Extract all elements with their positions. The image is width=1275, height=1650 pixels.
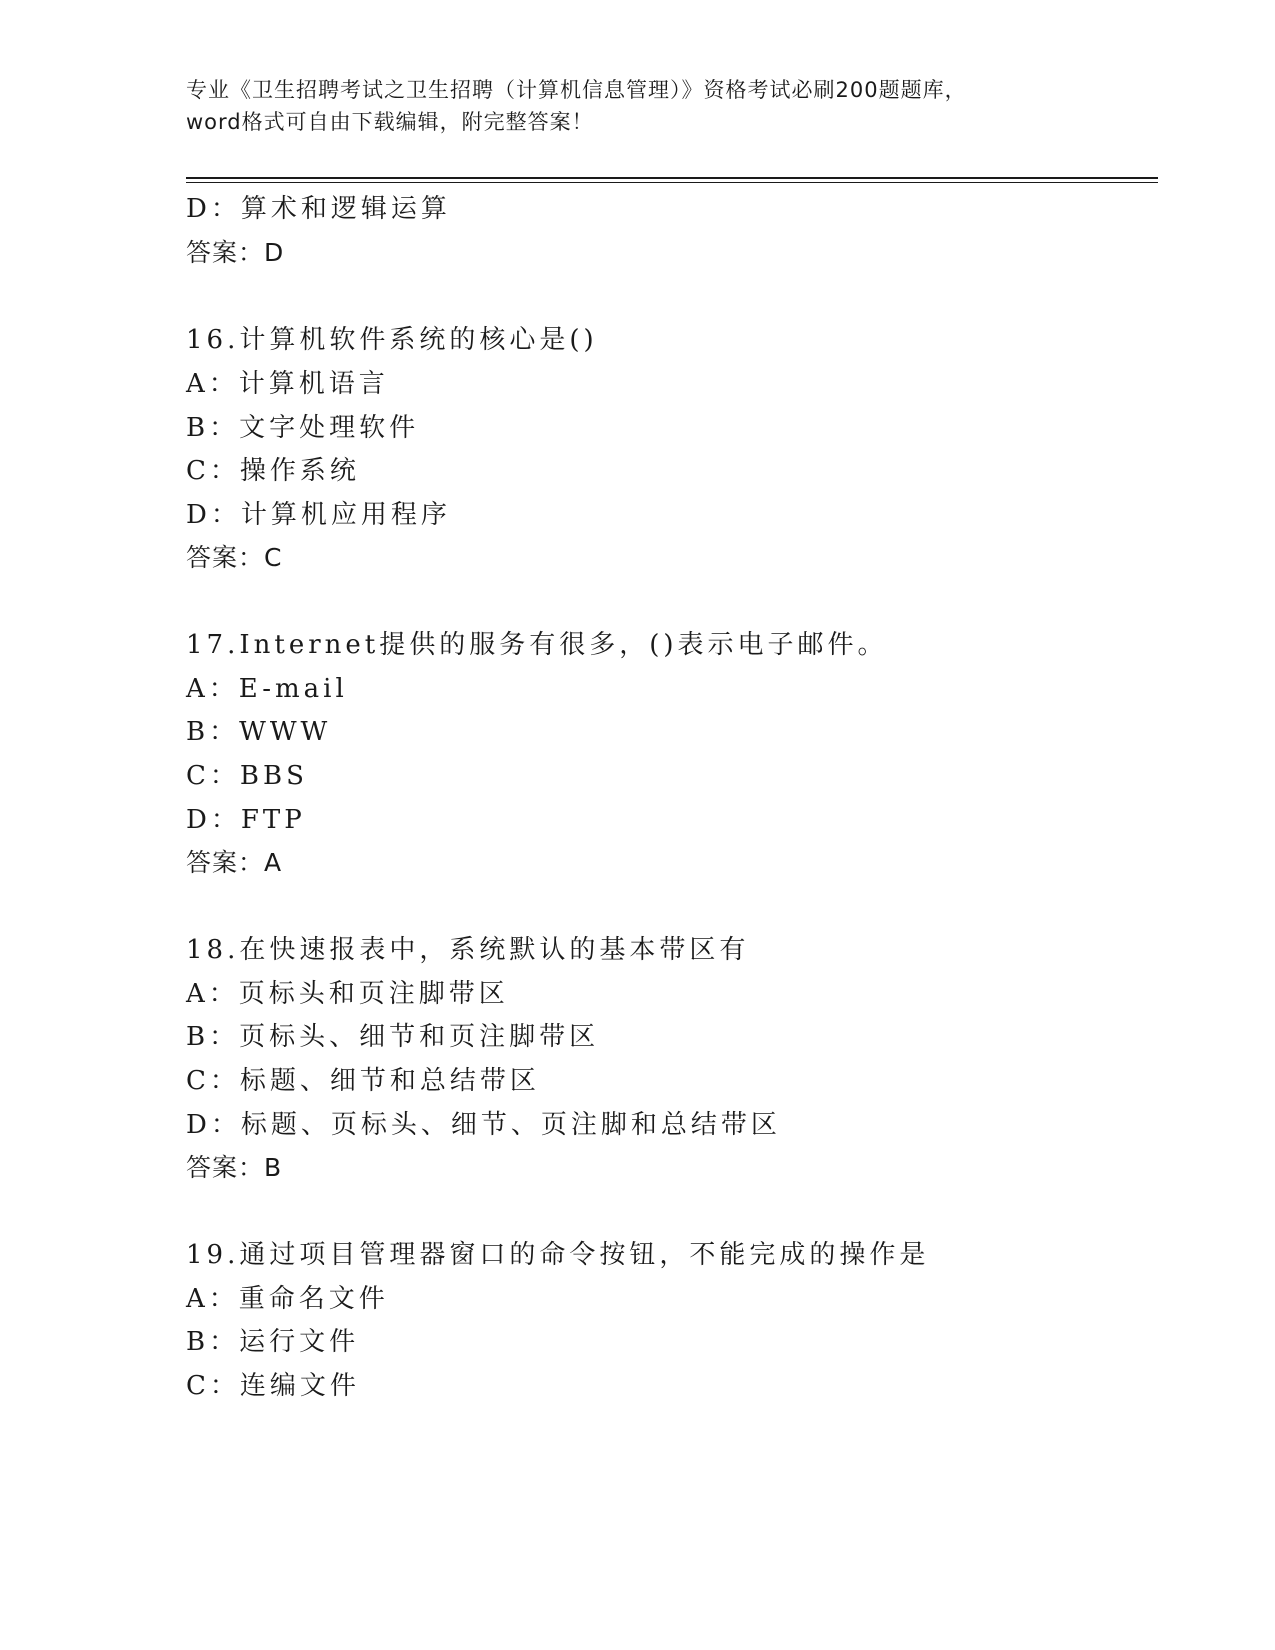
option-c: C：标题、细节和总结带区 bbox=[186, 1066, 540, 1096]
answer-line: 答案：C bbox=[186, 543, 283, 572]
header-line-2: word格式可自由下载编辑，附完整答案！ bbox=[186, 110, 594, 134]
header-divider-thin bbox=[186, 182, 1158, 183]
option-a: A：计算机语言 bbox=[186, 369, 389, 399]
answer-line: 答案：D bbox=[186, 238, 285, 267]
option-d: D：计算机应用程序 bbox=[186, 500, 451, 530]
option-b: B：文字处理软件 bbox=[186, 413, 420, 443]
answer-line: 答案：A bbox=[186, 848, 283, 877]
option-a: A：重命名文件 bbox=[186, 1284, 389, 1314]
answer-line: 答案：B bbox=[186, 1153, 283, 1182]
question-stem-16: 16.计算机软件系统的核心是() bbox=[186, 325, 598, 355]
option-c: C：BBS bbox=[186, 761, 308, 791]
option-b: B：WWW bbox=[186, 717, 332, 747]
option-a: A：E-mail bbox=[186, 674, 348, 704]
question-stem-19: 19.通过项目管理器窗口的命令按钮，不能完成的操作是 bbox=[186, 1240, 930, 1270]
option-b: B：页标头、细节和页注脚带区 bbox=[186, 1022, 600, 1052]
option-d: D：FTP bbox=[186, 805, 306, 835]
question-stem-18: 18.在快速报表中，系统默认的基本带区有 bbox=[186, 935, 750, 965]
option-c: C：操作系统 bbox=[186, 456, 360, 486]
option-c: C：连编文件 bbox=[186, 1371, 360, 1401]
option-b: B：运行文件 bbox=[186, 1327, 360, 1357]
header-line-1: 专业《卫生招聘考试之卫生招聘（计算机信息管理）》资格考试必刷200题题库， bbox=[186, 78, 967, 102]
document-header bbox=[186, 74, 1106, 138]
option-d: D：标题、页标头、细节、页注脚和总结带区 bbox=[186, 1110, 781, 1140]
option-d: D：算术和逻辑运算 bbox=[186, 194, 451, 224]
question-stem-17: 17.Internet提供的服务有很多，()表示电子邮件。 bbox=[186, 630, 888, 660]
option-a: A：页标头和页注脚带区 bbox=[186, 979, 509, 1009]
header-divider-thick bbox=[186, 177, 1158, 179]
